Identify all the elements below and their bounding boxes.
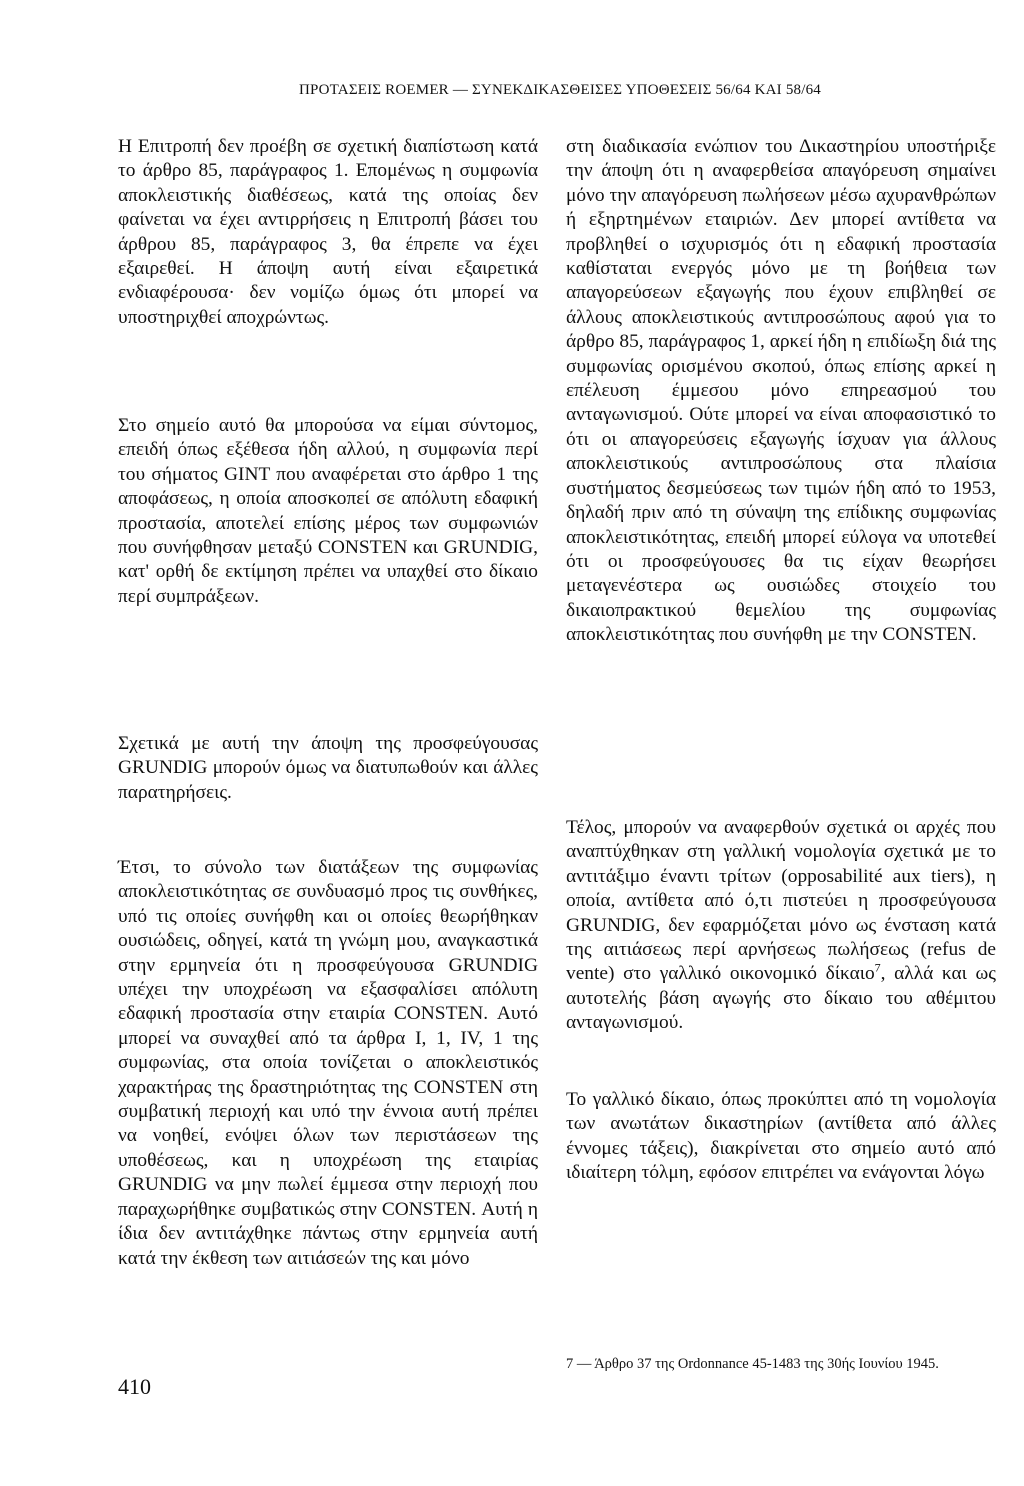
running-head: ΠΡΟΤΑΣΕΙΣ ROEMER — ΣΥΝΕΚΔΙΚΑΣΘΕΙΣΕΣ ΥΠΟΘΕΣΕΙΣ 56/64 ΚΑΙ 58/64 [299, 82, 821, 98]
footnote-reference: 7 [874, 960, 881, 975]
left-paragraph-2: Στο σημείο αυτό θα μπορούσα να είμαι σύντομος, επειδή όπως εξέθεσα ήδη αλλού, η συμφωνία περί του σήματος GINT που αναφέρεται στο άρθρο 1 της αποφάσεως, η οποία αποσκοπεί σε απόλυτη εδαφική προστασία, αποτελεί επίσης μέρος των συμφωνιών που συνήφθησαν μεταξύ CONSTEN και GRUNDIG, κατ' ορθή δε εκτίμηση πρέπει να υπαχθεί στο δίκαιο περί συμπράξεων. [118, 415, 538, 607]
left-paragraph-4: Έτσι, το σύνολο των διατάξεων της συμφωνίας αποκλειστικότητας σε συνδυασμό προς τις συνθήκες, υπό τις οποίες συνήφθη και οι οποίες θεωρήθηκαν ουσιώδεις, οδηγεί, κατά τη γνώμη μου, αναγκαστικά στην ερμηνεία ότι η προσφεύγουσα GRUNDIG υπέχει την υποχρέωση να εξασφαλίσει απόλυτη εδαφική προστασία στην εταιρία CONSTEN. Αυτό μπορεί να συναχθεί από τα άρθρα I, 1, IV, 1 της συμφωνίας, στα οποία τονίζεται ο αποκλειστικός χαρακτήρας της δραστηριότητας της CONSTEN στη συμβατική περιοχή και υπό την έννοια αυτή πρέπει να νοηθεί, ενόψει όλων των περιστάσεων της υποθέσεως, και η υποχρέωση της εταιρίας GRUNDIG να μην πωλεί έμμεσα στην περιοχή που παραχωρήθηκε συμβατικώς στην CONSTEN. Αυτή η ίδια δεν αντιτάχθηκε πάντως στην ερμηνεία αυτή κατά την έκθεση των αιτιάσεών της και μόνο [118, 857, 538, 1269]
footnote-text: 7 — Άρθρο 37 της Ordonnance 45-1483 της 30ής Ιουνίου 1945. [566, 1356, 939, 1372]
footnote [566, 1356, 986, 1373]
right-paragraph-2-tail: , αλλά και ως αυτοτελής βάση αγωγής στο δίκαιο του αθέμιτου ανταγωνισμού. [566, 963, 996, 1034]
right-paragraph-3: Το γαλλικό δίκαιο, όπως προκύπτει από τη νομολογία των ανωτάτων δικαστηρίων (αντίθετα από άλλες έννομες τάξεις), διακρίνεται στο σημείο αυτό από ιδιαίτερη τόλμη, εφόσον επιτρέπει να ενάγονται λόγω [566, 1089, 996, 1184]
right-paragraph-1: στη διαδικασία ενώπιον του Δικαστηρίου υποστήριξε την άποψη ότι η αναφερθείσα απαγόρευση σημαίνει μόνο την απαγόρευση πωλήσεων μέσω αχυρανθρώπων ή εξηρτημένων εταιριών. Δεν μπορεί αντίθετα να προβληθεί ο ισχυρισμός ότι η εδαφική προστασία καθίσταται ενεργός μόνο με τη βοήθεια των απαγορεύσεων εξαγωγής που έχουν επιβληθεί σε άλλους αποκλειστικούς αντιπροσώπους αφού για το άρθρο 85, παράγραφος 1, αρκεί ήδη η επιδίωξη διά της συμφωνίας ορισμένου σκοπού, όπως επίσης αρκεί η επέλευση έμμεσου μόνο επηρεασμού του ανταγωνισμού. Ούτε μπορεί να είναι αποφασιστικό το ότι οι απαγορεύσεις εξαγωγής ίσχυαν για άλλους αποκλειστικούς αντιπροσώπους στα πλαίσια συστήματος δεσμεύσεως των τιμών ήδη από το 1953, δηλαδή πριν από τη σύναψη της επίδικης συμφωνίας αποκλειστικότητας, επειδή μπορεί εύλογα να υποτεθεί ότι οι προσφεύγουσες θα τις είχαν θεωρήσει μεταγενέστερα ως ουσιώδες στοιχείο του δικαιοπρακτικού θεμελίου της συμφωνίας αποκλειστικότητας που συνήφθη με την CONSTEN. [566, 136, 996, 646]
left-paragraph-3: Σχετικά με αυτή την άποψη της προσφεύγουσας GRUNDIG μπορούν όμως να διατυπωθούν και άλλες παρατηρήσεις. [118, 733, 538, 803]
page-number: 410 [118, 1374, 151, 1399]
right-paragraph-2 [566, 816, 996, 1036]
right-paragraph-2-text: Τέλος, μπορούν να αναφερθούν σχετικά οι αρχές που αναπτύχθηκαν στη γαλλική νομολογία σχετικά με το αντιτάξιμο έναντι τρίτων (opposabilité aux tiers), η οποία, αντίθετα από ό,τι πιστεύει η προσφεύγουσα GRUNDIG, δεν εφαρμόζεται μόνο ως ένσταση κατά της αιτιάσεως περί αρνήσεως πωλήσεως (refus de vente) στο γαλλικό οικονομικό δίκαιο [566, 817, 996, 985]
left-paragraph-1: Η Επιτροπή δεν προέβη σε σχετική διαπίστωση κατά το άρθρο 85, παράγραφος 1. Επομένως η συμφωνία αποκλειστικής διαθέσεως, κατά της οποίας δεν φαίνεται να έχει αντιρρήσεις η Επιτροπή βάσει του άρθρου 85, παράγραφος 3, θα έπρεπε να έχει εξαιρεθεί. Η άποψη αυτή είναι εξαιρετικά ενδιαφέρουσα· δεν νομίζω όμως ότι μπορεί να υποστηριχθεί αποχρώντως. [118, 136, 538, 328]
